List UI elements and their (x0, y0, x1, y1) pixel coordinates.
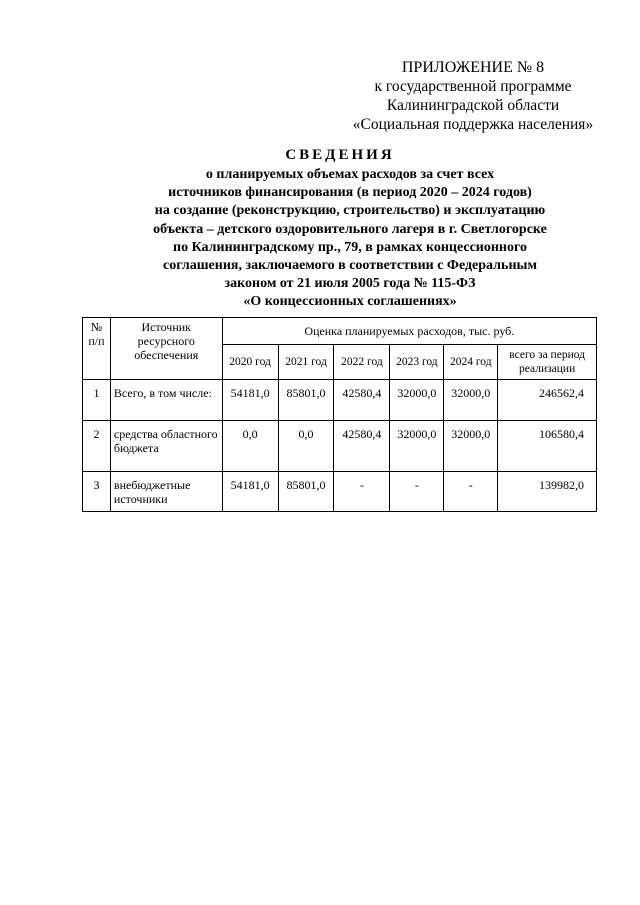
expenses-table (82, 317, 597, 512)
document-title: СВЕДЕНИЯ (285, 147, 395, 163)
row-value: 42580,4 (334, 421, 390, 472)
subtitle-line: по Калининградскому пр., 79, в рамках концессионного (173, 239, 527, 255)
header-total: всего за период реализации (498, 345, 597, 380)
row-value: 54181,0 (222, 472, 278, 512)
row-source: Всего, в том числе: (110, 380, 222, 421)
row-total: 139982,0 (498, 472, 597, 512)
row-num: 1 (83, 380, 111, 421)
table-row (83, 421, 597, 472)
header-year: 2024 год (444, 345, 498, 380)
row-value: 32000,0 (390, 380, 444, 421)
subtitle-line: соглашения, заключаемого в соответствии с Федеральным (163, 258, 537, 274)
subtitle-line: о планируемых объемах расходов за счет всех (205, 167, 495, 182)
row-value: - (444, 472, 498, 512)
row-value: 85801,0 (278, 380, 334, 421)
document-subtitle (90, 166, 610, 312)
header-year: 2021 год (278, 345, 334, 380)
row-value: 32000,0 (444, 421, 498, 472)
row-source: средства областного бюджета (110, 421, 222, 472)
row-source: внебюджетные источники (110, 472, 222, 512)
row-value: 85801,0 (278, 472, 334, 512)
row-value: 0,0 (222, 421, 278, 472)
row-value: 54181,0 (222, 380, 278, 421)
subtitle-line: законом от 21 июля 2005 года № 115-ФЗ (224, 276, 476, 292)
subtitle-line: объекта – детского оздоровительного лагеря в г. Светлогорске (153, 221, 547, 237)
header-estimate: Оценка планируемых расходов, тыс. руб. (222, 318, 596, 345)
row-value: 42580,4 (334, 380, 390, 421)
subtitle-line: на создание (реконструкцию, строительство) и эксплуатацию (154, 203, 546, 219)
appendix-line-1: к государственной программе (374, 78, 572, 95)
row-value: - (390, 472, 444, 512)
row-total: 246562,4 (498, 380, 597, 421)
row-value: 32000,0 (390, 421, 444, 472)
appendix-number: ПРИЛОЖЕНИЕ № 8 (401, 59, 545, 76)
appendix-line-2: Калининградской области (386, 97, 560, 114)
subtitle-line: источников финансирования (в период 2020 – 2024 годов) (168, 185, 532, 201)
table-row (83, 472, 597, 512)
row-num: 3 (83, 472, 111, 512)
row-num: 2 (83, 421, 111, 472)
header-source: Источник ресурсного обеспечения (110, 318, 222, 380)
row-value: 0,0 (278, 421, 334, 472)
table-row (83, 380, 597, 421)
row-total: 106580,4 (498, 421, 597, 472)
header-year: 2020 год (222, 345, 278, 380)
appendix-block (348, 58, 598, 134)
subtitle-line: «О концессионных соглашениях» (243, 294, 457, 310)
appendix-line-3: «Социальная поддержка населения» (352, 116, 594, 133)
row-value: 32000,0 (444, 380, 498, 421)
header-num: № п/п (83, 318, 111, 380)
header-year: 2022 год (334, 345, 390, 380)
row-value: - (334, 472, 390, 512)
header-year: 2023 год (390, 345, 444, 380)
